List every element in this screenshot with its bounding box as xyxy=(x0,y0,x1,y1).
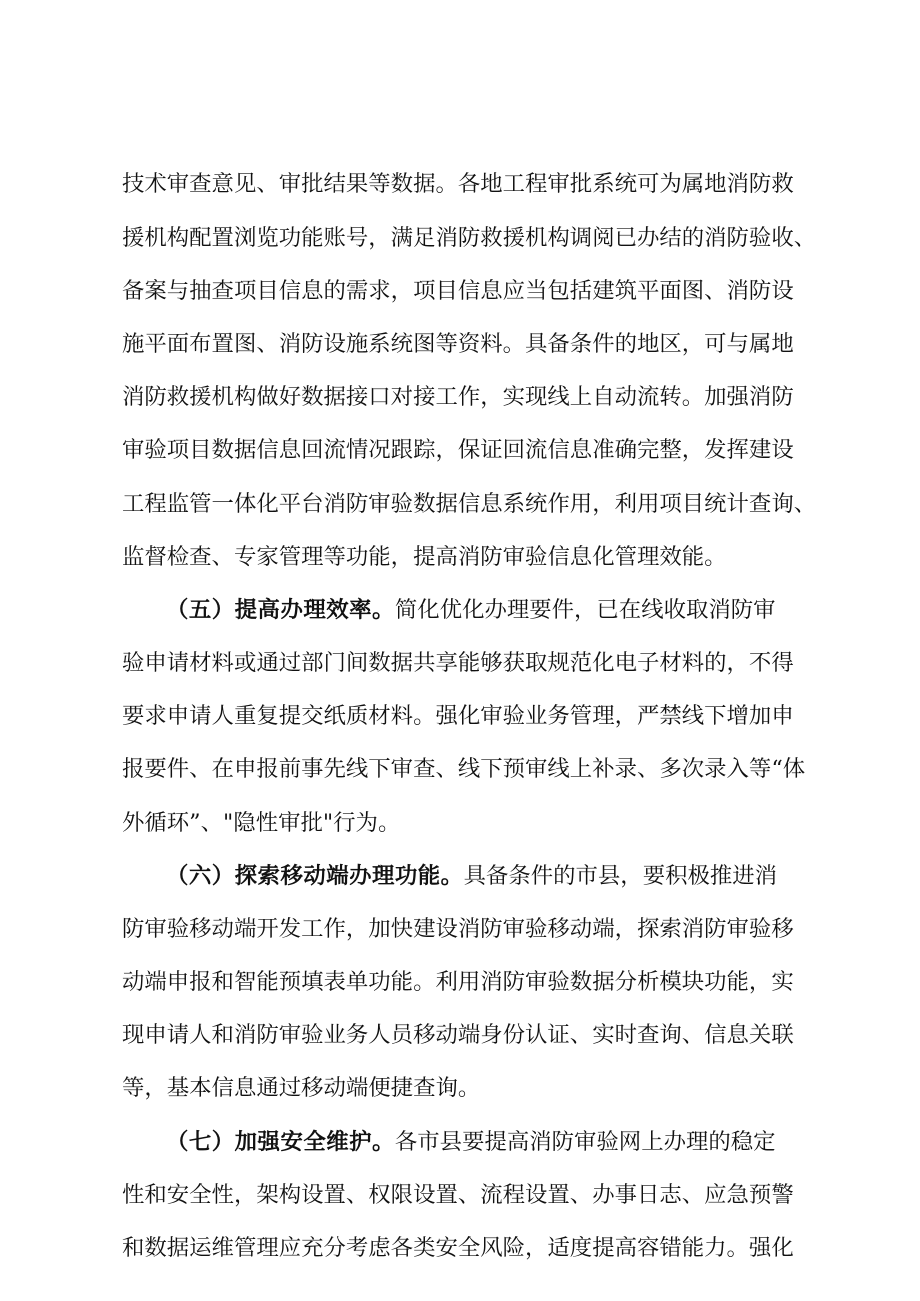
body-text-line: 审验项目数据信息回流情况跟踪，保证回流信息准确完整，发挥建设 xyxy=(122,437,794,463)
section-6-text: 具备条件的市县，要积极推进消 xyxy=(463,863,778,889)
section-7-heading: （七）加强安全维护。 xyxy=(166,1129,395,1155)
body-text-line: 备案与抽查项目信息的需求，项目信息应当包括建筑平面图、消防设 xyxy=(122,278,794,304)
body-text-line: 报要件、在申报前事先线下审查、线下预审线上补录、多次录入等“体 xyxy=(122,756,806,782)
body-text-line: 消防救援机构做好数据接口对接工作，实现线上自动流转。加强消防 xyxy=(122,384,794,410)
section-7-text: 各市县要提高消防审验网上办理的稳定 xyxy=(394,1129,776,1155)
body-text-line: 防审验移动端开发工作，加快建设消防审验移动端，探索消防审验移 xyxy=(122,916,794,942)
body-text-line: 和数据运维管理应充分考虑各类安全风险，适度提高容错能力。强化 xyxy=(122,1235,794,1261)
body-text-line: 技术审查意见、审批结果等数据。各地工程审批系统可为属地消防救 xyxy=(122,171,794,197)
section-5-text: 简化优化办理要件，已在线收取消防审 xyxy=(394,597,776,623)
section-5-heading: （五）提高办理效率。 xyxy=(166,597,395,623)
body-text-line: 外循环”、"隐性审批"行为。 xyxy=(122,810,401,836)
body-text-line: 要求申请人重复提交纸质材料。强化审验业务管理，严禁线下增加申 xyxy=(122,703,794,729)
section-7-first-line xyxy=(166,1122,776,1162)
section-6-heading: （六）探索移动端办理功能。 xyxy=(166,863,464,889)
body-text-line: 性和安全性，架构设置、权限设置、流程设置、办事日志、应急预警 xyxy=(122,1182,794,1208)
body-text-line: 监督检查、专家管理等功能，提高消防审验信息化管理效能。 xyxy=(122,544,727,570)
body-text-line: 动端申报和智能预填表单功能。利用消防审验数据分析模块功能，实 xyxy=(122,969,794,995)
body-text-line: 援机构配置浏览功能账号，满足消防救援机构调阅已办结的消防验收、 xyxy=(122,225,817,251)
section-6-first-line xyxy=(166,856,777,896)
body-text-line: 验申请材料或通过部门间数据共享能够获取规范化电子材料的，不得 xyxy=(122,650,794,676)
body-text-line: 现申请人和消防审验业务人员移动端身份认证、实时查询、信息关联 xyxy=(122,1022,794,1048)
section-5-first-line xyxy=(166,590,776,630)
body-text-line: 施平面布置图、消防设施系统图等资料。具备条件的地区，可与属地 xyxy=(122,331,794,357)
body-text-line: 工程监管一体化平台消防审验数据信息系统作用，利用项目统计查询、 xyxy=(122,491,817,517)
body-text-line: 等，基本信息通过移动端便捷查询。 xyxy=(122,1075,481,1101)
